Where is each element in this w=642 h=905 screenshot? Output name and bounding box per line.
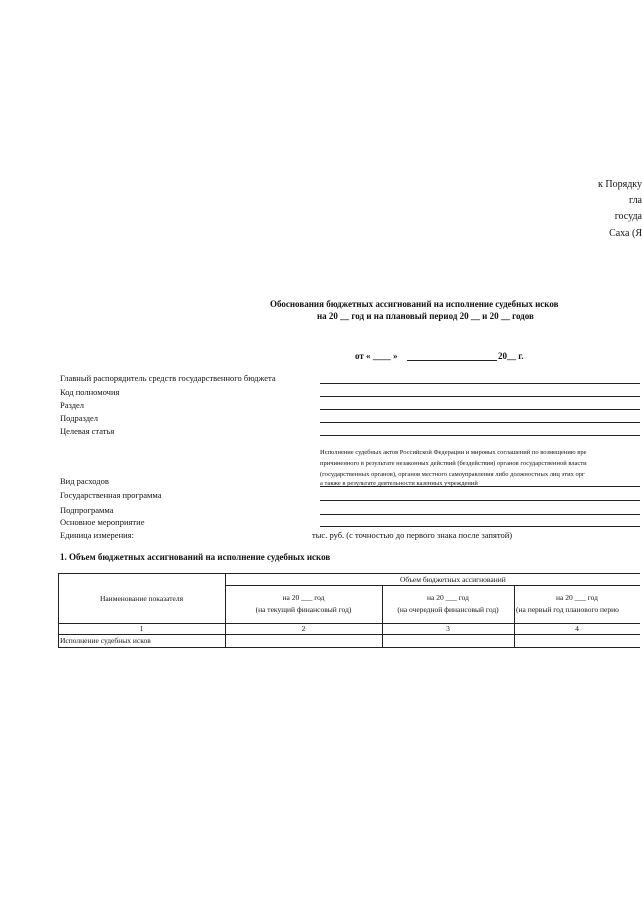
table-col-number-4: 4	[575, 624, 579, 633]
expense-note-line-2: причиненного в результате незаконных действий (бездействия) органов государственной власти	[320, 460, 587, 467]
field-line-main-event	[320, 526, 640, 527]
expense-note-line-3: (государственных органов), органов местного самоуправления либо должностных лиц этих орг	[320, 471, 585, 478]
field-line-authority-code	[320, 396, 640, 397]
table-row-label: Исполнение судебных исков	[60, 636, 151, 645]
date-prefix: от « ____ »	[355, 351, 398, 361]
date-underline	[407, 360, 497, 361]
date-year: 20__ г.	[498, 351, 524, 361]
field-unit-value: тыс. руб. (с точностью до первого знака после запятой)	[312, 530, 513, 540]
field-main-manager: Главный распорядитель средств государственного бюджета	[60, 373, 276, 383]
expense-note-line-4: а также в результате деятельности казенных учреждений	[320, 480, 478, 487]
field-line-subprogram	[320, 514, 640, 515]
table-number-row-bottom	[58, 634, 640, 635]
field-line-state-program	[320, 500, 640, 501]
field-section: Раздел	[60, 400, 85, 410]
table-border-left	[58, 573, 59, 647]
field-main-event: Основное мероприятие	[60, 517, 145, 527]
appendix-reference-line-1: к Порядку	[598, 179, 642, 190]
section-1-heading: 1. Объем бюджетных ассигнований на исполнение судебных исков	[60, 552, 331, 562]
table-header-col2-year: на 20 ___ год	[282, 593, 325, 602]
table-group-divider	[225, 585, 640, 586]
field-expense-type: Вид расходов	[60, 476, 109, 486]
table-header-col3-desc: (на очередной финансовый год)	[397, 605, 499, 614]
table-border-bottom	[58, 647, 640, 648]
table-header-col4-desc: (на первый год планового перио	[516, 605, 619, 614]
field-authority-code: Код полномочия	[60, 387, 120, 397]
appendix-reference-line-2: гла	[628, 195, 642, 206]
field-target-article: Целевая статья	[60, 426, 115, 436]
field-line-target-article	[320, 435, 640, 436]
field-line-subsection	[320, 422, 640, 423]
table-header-col3-year: на 20 ___ год	[427, 593, 469, 602]
field-state-program: Государственная программа	[60, 490, 162, 500]
appendix-reference-line-4: Саха (Я	[609, 228, 642, 239]
field-unit: Единица измерения:	[60, 530, 134, 540]
table-col-number-1: 1	[139, 624, 144, 633]
field-subsection: Подраздел	[60, 413, 99, 423]
table-header-group: Объем бюджетных ассигнований	[400, 575, 506, 584]
field-line-main-manager	[320, 383, 640, 384]
table-header-col4-year: на 20 ___ год	[556, 593, 598, 602]
field-subprogram: Подпрограмма	[60, 505, 114, 515]
table-col-number-3: 3	[446, 624, 450, 633]
table-border-top	[58, 573, 640, 574]
appendix-reference-line-3: госуда	[614, 211, 642, 222]
field-line-section	[320, 409, 640, 410]
document-title: Обоснования бюджетных ассигнований на исполнение судебных исков	[270, 299, 559, 309]
table-header-indicator: Наименование показателя	[99, 594, 184, 603]
table-header-col2-desc: (на текущий финансовый год)	[255, 605, 352, 614]
table-col-number-2: 2	[301, 624, 306, 633]
document-title-period: на 20 __ год и на плановый период 20 __ и 20 __ годов	[317, 311, 534, 321]
expense-note-line-1: Исполнение судебных актов Российской Федерации и мировых соглашений по возмещению вре	[320, 449, 587, 456]
